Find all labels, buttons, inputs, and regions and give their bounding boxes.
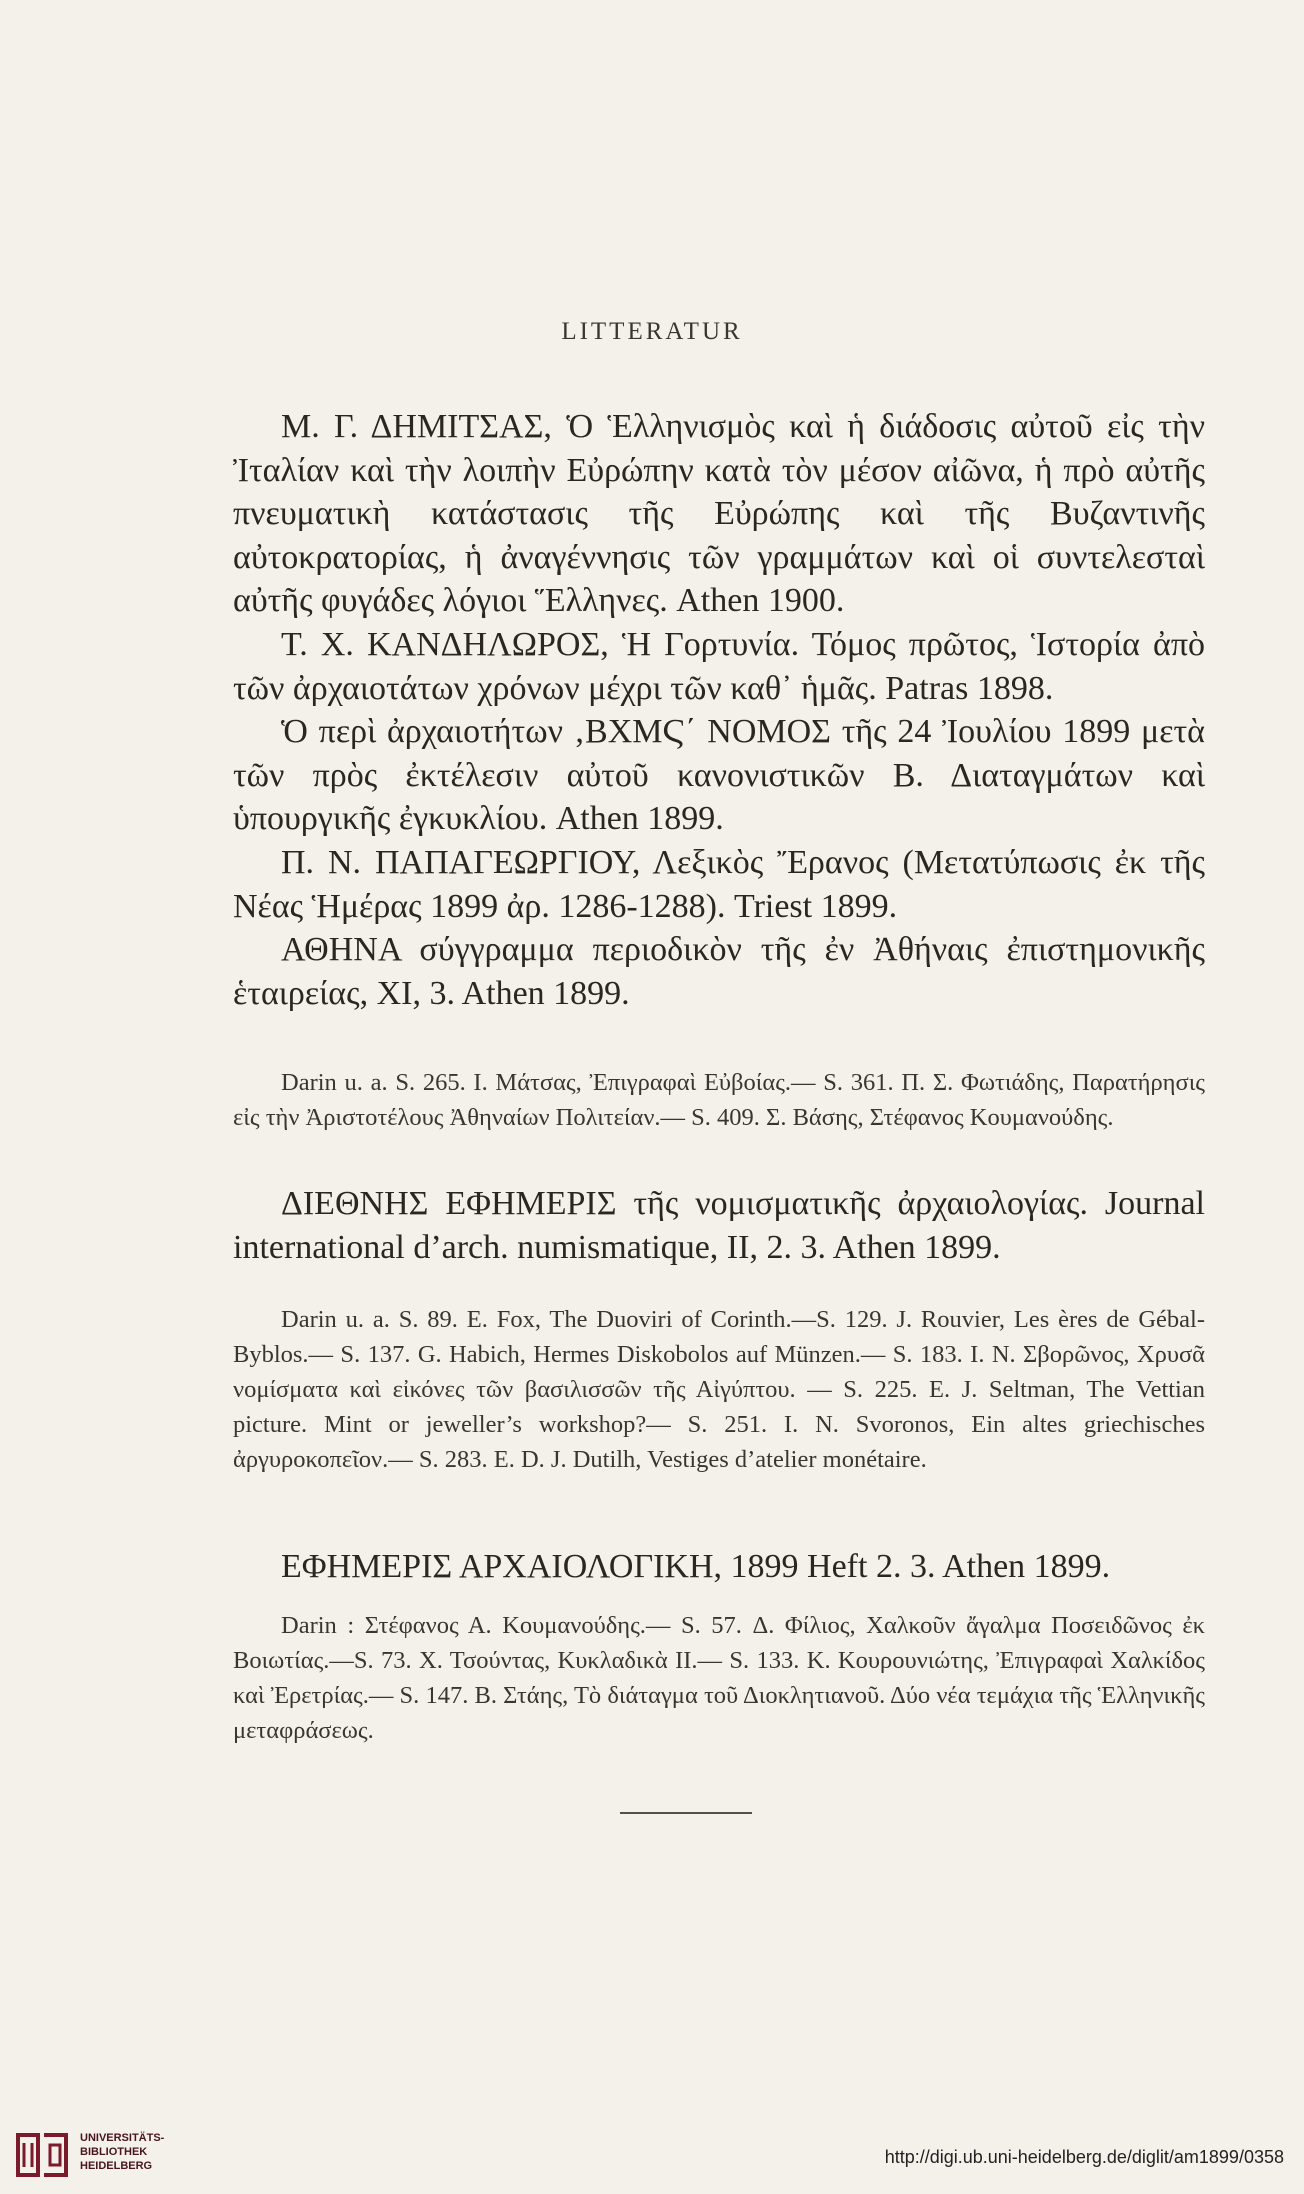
library-name	[80, 2131, 164, 2173]
entry-nomos: Ὁ περὶ ἀρχαιοτήτων ‚ΒΧΜϚ΄ ΝΟΜΟΣ τῆς 24 Ἰουλίου 1899 μετὰ τῶν πρὸς ἐκτέλεσιν αὐτοῦ κανονιστικῶν Β. Διαταγμάτων καὶ ὑπουργικῆς ἐγκυκλίου. Athen 1899.	[233, 713, 1205, 838]
journal-contents-text: Darin u. a. S. 89. E. Fox, The Duoviri of Corinth.—S. 129. J. Rouvier, Les ères de Gébal-Byblos.— S. 137. G. Habich, Hermes Diskobolos auf Münzen.— S. 183. I. N. Σβορῶνος, Χρυσᾶ νομίσματα καὶ εἰκόνες τῶν βασιλισσῶν τῆς Αἰγύπτου. — S. 225. E. J. Seltman, The Vettian picture. Mint or jeweller’s workshop?— S. 251. I. N. Svoronos, Ein altes griechisches ἀργυροκοπεῖον.— S. 283. E. D. J. Dutilh, Vestiges d’atelier monétaire.	[233, 1306, 1205, 1473]
end-rule	[620, 1812, 752, 1814]
library-name-line-2: BIBLIOTHEK	[80, 2146, 148, 2158]
entry-dimitsas: Μ. Γ. ΔΗΜΙΤΣΑΣ, Ὁ Ἑλληνισμὸς καὶ ἡ διάδοσις αὐτοῦ εἰς τὴν Ἰταλίαν καὶ τὴν λοιπὴν Εὐρώπην κατὰ τὸν μέσον αἰῶνα, ἡ πρὸ αὐτῆς πνευματικὴ κατάστασις τῆς Εὐρώπης καὶ τῆς Βυζαντινῆς αὐτοκρατορίας, ἡ ἀναγέννησις τῶν γραμμάτων καὶ οἱ συντελεσταὶ αὐτῆς φυγάδες λόγιοι Ἕλληνες. Athen 1900.	[233, 408, 1205, 620]
entry-kandiloros: Τ. Χ. ΚΑΝΔΗΛΩΡΟΣ, Ἡ Γορτυνία. Τόμος πρῶτος, Ἱστορία ἀπὸ τῶν ἀρχαιοτάτων χρόνων μέχρι τῶν καθ᾽ ἡμᾶς. Patras 1898.	[233, 625, 1205, 707]
entry-journal: ΔΙΕΘΝΗΣ ΕΦΗΜΕΡΙΣ τῆς νομισματικῆς ἀρχαιολογίας. Journal international d’arch. numismatique, II, 2. 3. Athen 1899.	[233, 1185, 1205, 1266]
running-header: LITTERATUR	[561, 318, 743, 345]
library-name-line-3: HEIDELBERG	[80, 2160, 153, 2172]
ephemeris-contents	[233, 1608, 1205, 1748]
library-name-line-1: UNIVERSITÄTS-	[80, 2132, 165, 2144]
ephemeris-contents-text: Darin : Στέφανος Α. Κουμανούδης.— S. 57. Δ. Φίλιος, Χαλκοῦν ἄγαλμα Ποσειδῶνος ἐκ Βοιωτίας.—S. 73. Χ. Τσούντας, Κυκλαδικὰ II.— S. 133. Κ. Κουρουνιώτης, Ἐπιγραφαὶ Χαλκίδος καὶ Ἐρετρίας.— S. 147. Β. Στάης, Τὸ διάταγμα τοῦ Διοκλητιανοῦ. Δύο νέα τεμάχια τῆς Ἑλληνικῆς μεταφράσεως.	[233, 1612, 1205, 1744]
source-url[interactable]: http://digi.ub.uni-heidelberg.de/diglit/am1899/0358	[884, 2147, 1284, 2167]
journal-contents	[233, 1302, 1205, 1477]
library-logo	[14, 2125, 184, 2185]
entry-ephemeris: ΕΦΗΜΕΡΙΣ ΑΡΧΑΙΟΛΟΓΙΚΗ, 1899 Heft 2. 3. Athen 1899.	[281, 1548, 1111, 1585]
bibliography-list	[233, 405, 1205, 1015]
university-seal-icon	[14, 2129, 70, 2181]
athena-contents	[233, 1065, 1205, 1135]
entry-papageorgiou: Π. Ν. ΠΑΠΑΓΕΩΡΓΙΟΥ, Λεξικὸς Ἔρανος (Μετατύπωσις ἐκ τῆς Νέας Ἡμέρας 1899 ἀρ. 1286-1288). Triest 1899.	[233, 843, 1205, 925]
athena-contents-text: Darin u. a. S. 265. I. Μάτσας, Ἐπιγραφαὶ Εὐβοίας.— S. 361. Π. Σ. Φωτιάδης, Παρατήρησις εἰς τὴν Ἀριστοτέλους Ἀθηναίων Πολιτείαν.— S. 409. Σ. Βάσης, Στέφανος Κουμανούδης.	[233, 1069, 1205, 1131]
entry-athena: ΑΘΗΝΑ σύγγραμμα περιοδικὸν τῆς ἐν Ἀθήναις ἐπιστημονικῆς ἑταιρείας, XI, 3. Athen 1899.	[233, 931, 1205, 1012]
ephemeris-entry	[233, 1545, 1205, 1589]
journal-entry	[233, 1182, 1205, 1269]
